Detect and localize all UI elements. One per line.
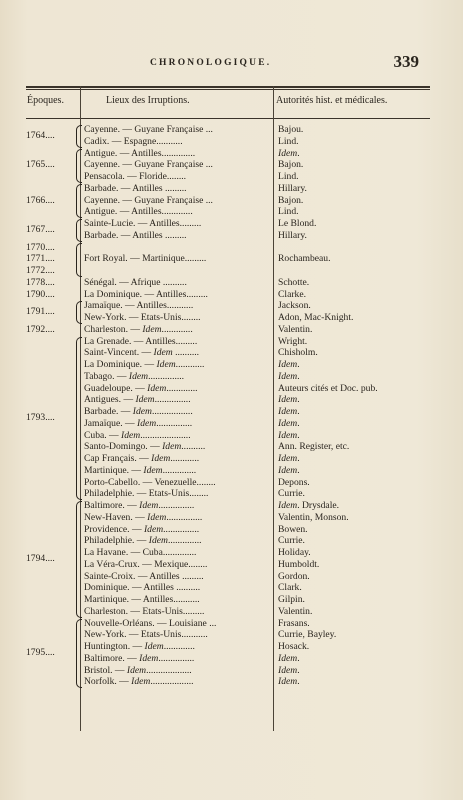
table-row bbox=[26, 183, 430, 195]
authority-cell: Frasans. bbox=[278, 617, 310, 629]
table-row bbox=[26, 277, 430, 289]
place-cell: La Dominique. — Idem............ bbox=[84, 359, 205, 370]
authority-cell: Clark. bbox=[278, 582, 302, 594]
authority-cell: Depons. bbox=[278, 476, 310, 488]
authority-cell: Holiday. bbox=[278, 547, 311, 558]
authority-cell: Valentin. bbox=[278, 323, 313, 335]
chronology-table bbox=[26, 86, 430, 731]
place-cell: Jamaïque. — Idem............... bbox=[84, 417, 193, 429]
place-cell: Pensacola. — Floride........ bbox=[84, 171, 187, 182]
year-label: 1767.... bbox=[26, 223, 55, 235]
table-row bbox=[26, 441, 430, 453]
group-brace bbox=[76, 501, 82, 618]
place-cell: Martinique. — Antilles........... bbox=[84, 594, 200, 605]
table-row bbox=[26, 253, 430, 265]
group-brace bbox=[76, 301, 82, 324]
table-row bbox=[26, 571, 430, 583]
place-cell: Martinique. — Idem.............. bbox=[84, 464, 197, 476]
place-cell: Barbade. — Antilles ......... bbox=[84, 182, 187, 194]
place-cell: Dominique. — Antilles .......... bbox=[84, 582, 201, 594]
place-cell: Bristol. — Idem................... bbox=[84, 664, 192, 676]
year-label: 1766.... bbox=[26, 194, 55, 206]
authority-cell: Bajou. bbox=[278, 124, 304, 135]
authority-cell: Bajon. bbox=[278, 159, 304, 171]
place-cell: Antigues. — Idem............... bbox=[84, 394, 191, 406]
group-brace bbox=[76, 243, 82, 277]
authority-cell: Currie. bbox=[278, 535, 305, 547]
group-brace bbox=[76, 125, 82, 148]
authority-cell: Auteurs cités et Doc. pub. bbox=[278, 382, 378, 394]
table-row bbox=[26, 230, 430, 242]
authority-cell: Idem. bbox=[278, 417, 300, 429]
place-cell: Charleston. — Etats-Unis......... bbox=[84, 605, 205, 617]
table-row bbox=[26, 535, 430, 547]
authority-cell: Le Blond. bbox=[278, 218, 317, 229]
place-cell: Charleston. — Idem............. bbox=[84, 323, 193, 335]
place-cell: Santo-Domingo. — Idem.......... bbox=[84, 441, 206, 453]
place-cell: Barbade. — Antilles ......... bbox=[84, 229, 187, 241]
place-cell: Huntington. — Idem............. bbox=[84, 641, 195, 652]
header-rule bbox=[26, 118, 430, 119]
place-cell: New-Haven. — Idem............... bbox=[84, 511, 203, 523]
place-cell: Sainte-Lucie. — Antilles......... bbox=[84, 218, 202, 229]
authority-cell: Ann. Register, etc. bbox=[278, 441, 350, 453]
table-row bbox=[26, 477, 430, 489]
year-label: 1795.... bbox=[26, 646, 55, 658]
place-cell: Cayenne. — Guyane Française ... bbox=[84, 194, 213, 206]
place-cell: Nouvelle-Orléans. — Louisiane ... bbox=[84, 617, 217, 629]
column-header-epoques: Époques. bbox=[27, 95, 64, 106]
table-row bbox=[26, 676, 430, 688]
year-label: 1770.... bbox=[26, 241, 55, 253]
authority-cell: Hillary. bbox=[278, 229, 307, 241]
table-row bbox=[26, 171, 430, 183]
authority-cell: Valentin, Monson. bbox=[278, 511, 349, 523]
table-row bbox=[26, 559, 430, 571]
table-row bbox=[26, 500, 430, 512]
table-row bbox=[26, 394, 430, 406]
place-cell: Cadix. — Espagne........... bbox=[84, 135, 183, 147]
table-row bbox=[26, 418, 430, 430]
place-cell: Saint-Vincent. — Idem .......... bbox=[84, 347, 200, 359]
authority-cell: Lind. bbox=[278, 206, 299, 218]
table-top-rule-thin bbox=[26, 89, 430, 90]
year-label: 1790.... bbox=[26, 288, 55, 300]
place-cell: La Véra-Crux. — Mexique........ bbox=[84, 558, 208, 570]
authority-cell: Currie. bbox=[278, 488, 305, 500]
place-cell: Cayenne. — Guyane Française ... bbox=[84, 159, 213, 171]
place-cell: Baltimore. — Idem............... bbox=[84, 652, 195, 664]
authority-cell: Schotte. bbox=[278, 276, 310, 288]
authority-cell: Valentin. bbox=[278, 605, 313, 617]
table-row bbox=[26, 653, 430, 665]
place-cell: Jamaïque. — Antilles........... bbox=[84, 300, 194, 312]
authority-cell: Wright. bbox=[278, 335, 308, 347]
place-cell: Sainte-Croix. — Antilles ......... bbox=[84, 570, 204, 582]
place-cell: Sénégal. — Afrique .......... bbox=[84, 276, 187, 288]
authority-cell: Lind. bbox=[278, 171, 299, 182]
table-row bbox=[26, 547, 430, 559]
table-row bbox=[26, 606, 430, 618]
group-brace bbox=[76, 184, 82, 218]
year-label: 1791.... bbox=[26, 306, 55, 318]
table-row bbox=[26, 218, 430, 230]
table-row bbox=[26, 430, 430, 442]
table-row bbox=[26, 242, 430, 254]
place-cell: Barbade. — Idem................. bbox=[84, 406, 193, 417]
table-row bbox=[26, 312, 430, 324]
authority-cell: Idem. bbox=[278, 147, 300, 159]
authority-cell: Humboldt. bbox=[278, 558, 320, 570]
table-top-rule bbox=[26, 86, 430, 88]
year-label: 1772.... bbox=[26, 265, 55, 276]
authority-cell: Chisholm. bbox=[278, 347, 318, 359]
place-cell: Baltimore. — Idem............... bbox=[84, 500, 195, 511]
place-cell: Providence. — Idem............... bbox=[84, 523, 200, 535]
authority-cell: Clarke. bbox=[278, 288, 306, 300]
authority-cell: Idem. bbox=[278, 464, 300, 476]
table-row bbox=[26, 148, 430, 160]
group-brace bbox=[76, 219, 82, 242]
authority-cell: Idem. bbox=[278, 406, 300, 417]
authority-cell: Idem. bbox=[278, 652, 300, 664]
table-body bbox=[26, 124, 430, 688]
table-row bbox=[26, 347, 430, 359]
table-row bbox=[26, 324, 430, 336]
place-cell: New-York. — Etats-Unis........ bbox=[84, 312, 201, 323]
authority-cell: Currie, Bayley. bbox=[278, 629, 337, 641]
place-cell: Philadelphie. — Etats-Unis........ bbox=[84, 488, 209, 500]
table-row bbox=[26, 465, 430, 477]
authority-cell: Idem. bbox=[278, 676, 300, 688]
authority-cell: Idem. bbox=[278, 370, 300, 382]
year-label: 1771.... bbox=[26, 253, 55, 265]
table-row bbox=[26, 512, 430, 524]
table-row bbox=[26, 336, 430, 348]
year-label: 1765.... bbox=[26, 159, 55, 171]
authority-cell: Idem. bbox=[278, 664, 300, 676]
authority-cell: Idem. bbox=[278, 429, 300, 441]
table-row bbox=[26, 582, 430, 594]
table-row bbox=[26, 359, 430, 371]
table-row bbox=[26, 371, 430, 383]
table-row bbox=[26, 300, 430, 312]
place-cell: Philadelphie. — Idem.............. bbox=[84, 535, 202, 547]
table-row bbox=[26, 406, 430, 418]
authority-cell: Gilpin. bbox=[278, 594, 305, 605]
place-cell: Cap Français. — Idem............ bbox=[84, 453, 200, 464]
running-title: CHRONOLOGIQUE. bbox=[150, 58, 272, 68]
place-cell: Guadeloupe. — Idem............. bbox=[84, 382, 198, 394]
place-cell: Norfolk. — Idem.................. bbox=[84, 676, 194, 688]
authority-cell: Adon, Mac-Knight. bbox=[278, 312, 354, 323]
group-brace bbox=[76, 619, 82, 689]
table-row bbox=[26, 524, 430, 536]
authority-cell: Idem. bbox=[278, 453, 300, 464]
year-label: 1792.... bbox=[26, 323, 55, 335]
table-row bbox=[26, 665, 430, 677]
authority-cell: Bajon. bbox=[278, 194, 304, 206]
authority-cell: Gordon. bbox=[278, 570, 310, 582]
table-row bbox=[26, 453, 430, 465]
authority-cell: Idem. bbox=[278, 359, 300, 370]
running-head bbox=[0, 52, 463, 74]
authority-cell: Idem. Drysdale. bbox=[278, 500, 340, 511]
authority-cell: Hillary. bbox=[278, 182, 307, 194]
table-row bbox=[26, 195, 430, 207]
column-header-lieux: Lieux des Irruptions. bbox=[106, 95, 190, 106]
table-row bbox=[26, 488, 430, 500]
authority-cell: Rochambeau. bbox=[278, 253, 331, 265]
table-row bbox=[26, 124, 430, 136]
authority-cell: Bowen. bbox=[278, 523, 308, 535]
group-brace bbox=[76, 149, 82, 183]
column-header-autorites: Autorités hist. et médicales. bbox=[276, 95, 388, 106]
year-label: 1778.... bbox=[26, 276, 55, 288]
place-cell: La Havane. — Cuba.............. bbox=[84, 547, 197, 558]
table-row bbox=[26, 159, 430, 171]
table-row bbox=[26, 629, 430, 641]
place-cell: Antigue. — Antilles............. bbox=[84, 206, 193, 218]
table-row bbox=[26, 289, 430, 301]
table-row bbox=[26, 206, 430, 218]
page-number: 339 bbox=[393, 52, 419, 71]
place-cell: Antigue. — Antilles.............. bbox=[84, 147, 196, 159]
authority-cell: Jackson. bbox=[278, 300, 311, 312]
year-label: 1793.... bbox=[26, 411, 55, 423]
place-cell: Porto-Cabello. — Venezuelle........ bbox=[84, 476, 216, 488]
authority-cell: Idem. bbox=[278, 394, 300, 406]
table-row bbox=[26, 618, 430, 630]
place-cell: New-York. — Etats-Unis........... bbox=[84, 629, 208, 641]
group-brace bbox=[76, 337, 82, 501]
year-label: 1794.... bbox=[26, 552, 55, 564]
table-row bbox=[26, 136, 430, 148]
authority-cell: Lind. bbox=[278, 135, 299, 147]
table-row bbox=[26, 383, 430, 395]
place-cell: Fort Royal. — Martinique......... bbox=[84, 253, 207, 265]
table-row bbox=[26, 594, 430, 606]
place-cell: Cuba. — Idem..................... bbox=[84, 429, 191, 441]
year-label: 1764.... bbox=[26, 129, 55, 141]
table-row bbox=[26, 265, 430, 277]
table-row bbox=[26, 641, 430, 653]
place-cell: Cayenne. — Guyane Française ... bbox=[84, 124, 213, 135]
place-cell: Tabago. — Idem............... bbox=[84, 370, 185, 382]
place-cell: La Grenade. — Antilles......... bbox=[84, 335, 198, 347]
place-cell: La Dominique. — Antilles......... bbox=[84, 288, 208, 300]
authority-cell: Hosack. bbox=[278, 641, 310, 652]
